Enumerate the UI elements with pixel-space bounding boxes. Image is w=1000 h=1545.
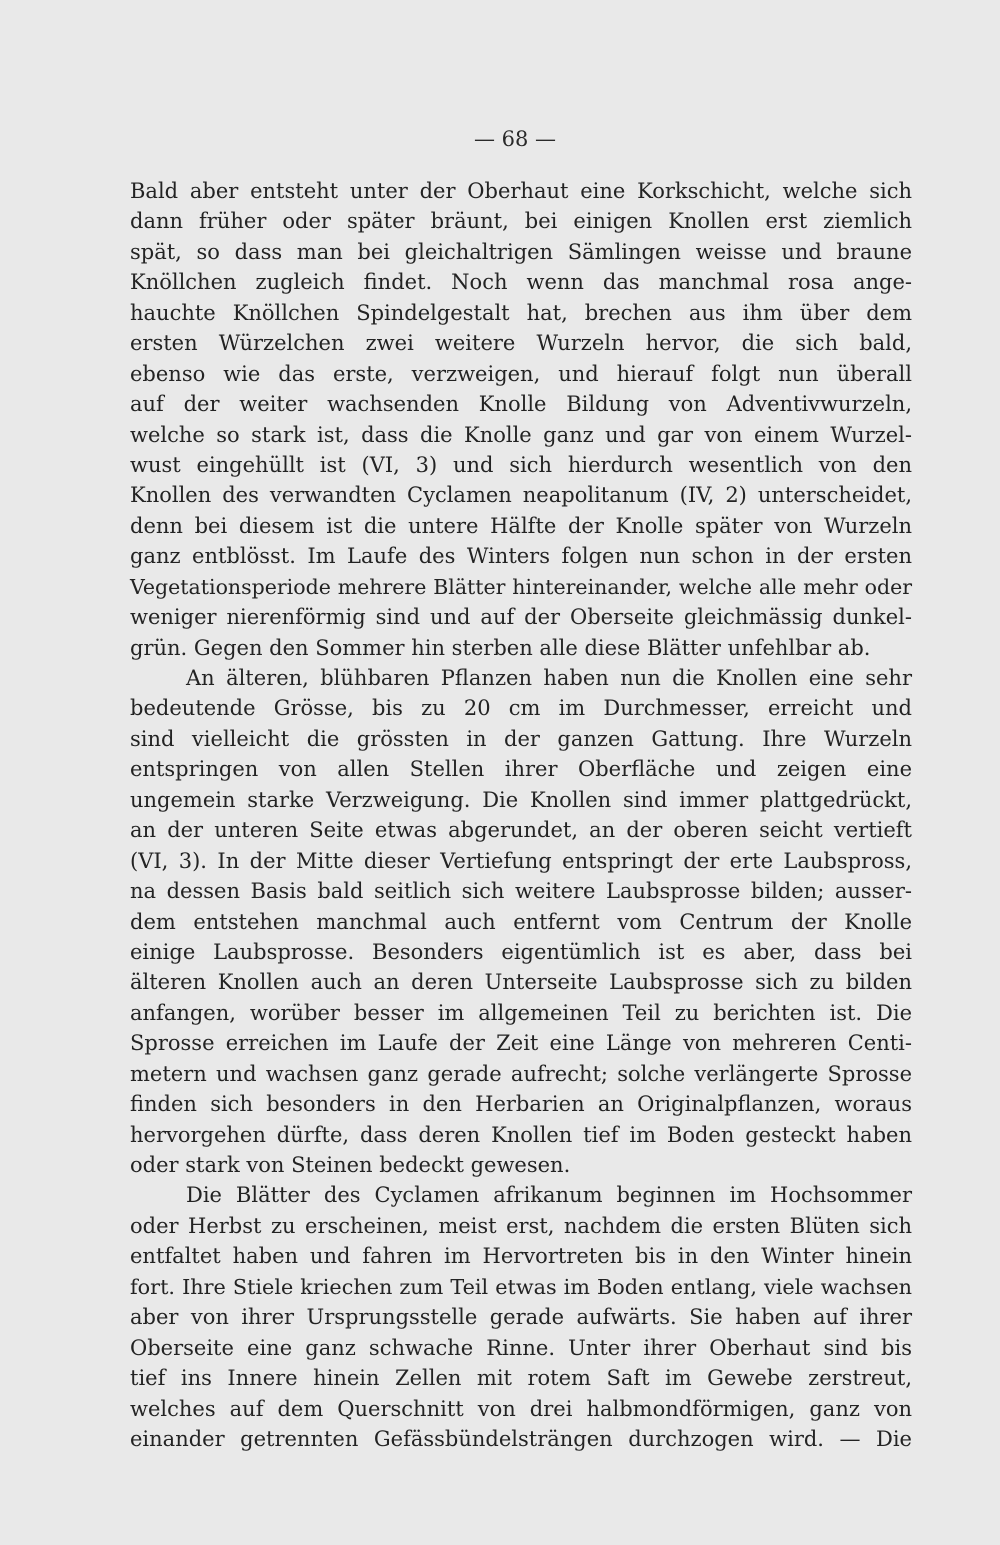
- text-line: oder stark von Steinen bedeckt gewesen.: [130, 1153, 571, 1177]
- text-line: ungemein starke Verzweigung. Die Knollen sind immer plattgedrückt,: [130, 787, 912, 812]
- text-line: (VI, 3). In der Mitte dieser Vertiefung entspringt der erte Laubspross,: [130, 848, 912, 873]
- body-text: [130, 176, 912, 1454]
- text-line: ganz entblösst. Im Laufe des Winters folgen nun schon in der ersten: [130, 544, 912, 569]
- text-line: bedeutende Grösse, bis zu 20 cm im Durchmesser, erreicht und: [130, 696, 912, 721]
- text-line: weniger nierenförmig sind und auf der Oberseite gleichmässig dunkel-: [130, 605, 912, 630]
- text-line: an der unteren Seite etwas abgerundet, an der oberen seicht vertieft: [130, 818, 912, 843]
- text-line: aber von ihrer Ursprungsstelle gerade aufwärts. Sie haben auf ihrer: [130, 1305, 912, 1330]
- text-line: Knollen des verwandten Cyclamen neapolitanum (IV, 2) unterscheidet,: [130, 483, 912, 508]
- text-line: hauchte Knöllchen Spindelgestalt hat, brechen aus ihm über dem: [130, 300, 912, 325]
- text-line: einander getrennten Gefässbündelsträngen durchzogen wird. — Die: [130, 1426, 912, 1451]
- text-line: dann früher oder später bräunt, bei einigen Knollen erst ziemlich: [130, 209, 912, 234]
- text-line: Sprosse erreichen im Laufe der Zeit eine Länge von mehreren Centi-: [130, 1031, 912, 1056]
- text-line: anfangen, worüber besser im allgemeinen Teil zu berichten ist. Die: [130, 1000, 912, 1025]
- text-line: sind vielleicht die grössten in der ganzen Gattung. Ihre Wurzeln: [130, 726, 912, 751]
- text-line: dem entstehen manchmal auch entfernt vom Centrum der Knolle: [130, 909, 912, 934]
- text-line: metern und wachsen ganz gerade aufrecht; solche verlängerte Sprosse: [130, 1061, 912, 1086]
- text-line: tief ins Innere hinein Zellen mit rotem Saft im Gewebe zerstreut,: [130, 1366, 912, 1391]
- page-number: — 68 —: [473, 127, 557, 151]
- text-line: welche so stark ist, dass die Knolle ganz und gar von einem Wurzel-: [130, 422, 912, 447]
- text-line: entspringen von allen Stellen ihrer Oberfläche und zeigen eine: [130, 757, 912, 782]
- text-line: Vegetationsperiode mehrere Blätter hintereinander, welche alle mehr oder: [130, 574, 912, 599]
- text-line: Knöllchen zugleich findet. Noch wenn das manchmal rosa ange-: [130, 270, 912, 295]
- text-line: auf der weiter wachsenden Knolle Bildung von Adventivwurzeln,: [130, 392, 912, 417]
- text-line: fort. Ihre Stiele kriechen zum Teil etwas im Boden entlang, viele wachsen: [130, 1274, 912, 1299]
- text-line: spät, so dass man bei gleichaltrigen Sämlingen weisse und braune: [130, 239, 912, 264]
- text-line: welches auf dem Querschnitt von drei halbmondförmigen, ganz von: [130, 1396, 912, 1421]
- text-line: einige Laubsprosse. Besonders eigentümlich ist es aber, dass bei: [130, 939, 912, 964]
- text-line: älteren Knollen auch an deren Unterseite Laubsprosse sich zu bilden: [130, 970, 912, 995]
- text-line: Oberseite eine ganz schwache Rinne. Unter ihrer Oberhaut sind bis: [130, 1335, 912, 1360]
- text-line: oder Herbst zu erscheinen, meist erst, nachdem die ersten Blüten sich: [130, 1213, 912, 1238]
- text-line: An älteren, blühbaren Pflanzen haben nun die Knollen eine sehr: [186, 666, 912, 690]
- text-line: grün. Gegen den Sommer hin sterben alle diese Blätter unfehlbar ab.: [130, 635, 871, 660]
- text-line: ersten Würzelchen zwei weitere Wurzeln hervor, die sich bald,: [130, 331, 912, 356]
- text-line: wust eingehüllt ist (VI, 3) und sich hierdurch wesentlich von den: [130, 452, 912, 477]
- text-line: hervorgehen dürfte, dass deren Knollen tief im Boden gesteckt haben: [130, 1122, 912, 1147]
- text-line: Die Blätter des Cyclamen afrikanum beginnen im Hochsommer: [186, 1183, 912, 1208]
- text-line: ebenso wie das erste, verzweigen, und hierauf folgt nun überall: [130, 361, 912, 386]
- text-line: finden sich besonders in den Herbarien an Originalpflanzen, woraus: [130, 1092, 912, 1117]
- text-line: na dessen Basis bald seitlich sich weitere Laubsprosse bilden; ausser-: [130, 879, 912, 904]
- text-line: entfaltet haben und fahren im Hervortreten bis in den Winter hinein: [130, 1244, 912, 1269]
- text-line: Bald aber entsteht unter der Oberhaut eine Korkschicht, welche sich: [130, 179, 912, 203]
- text-line: denn bei diesem ist die untere Hälfte der Knolle später von Wurzeln: [130, 513, 912, 538]
